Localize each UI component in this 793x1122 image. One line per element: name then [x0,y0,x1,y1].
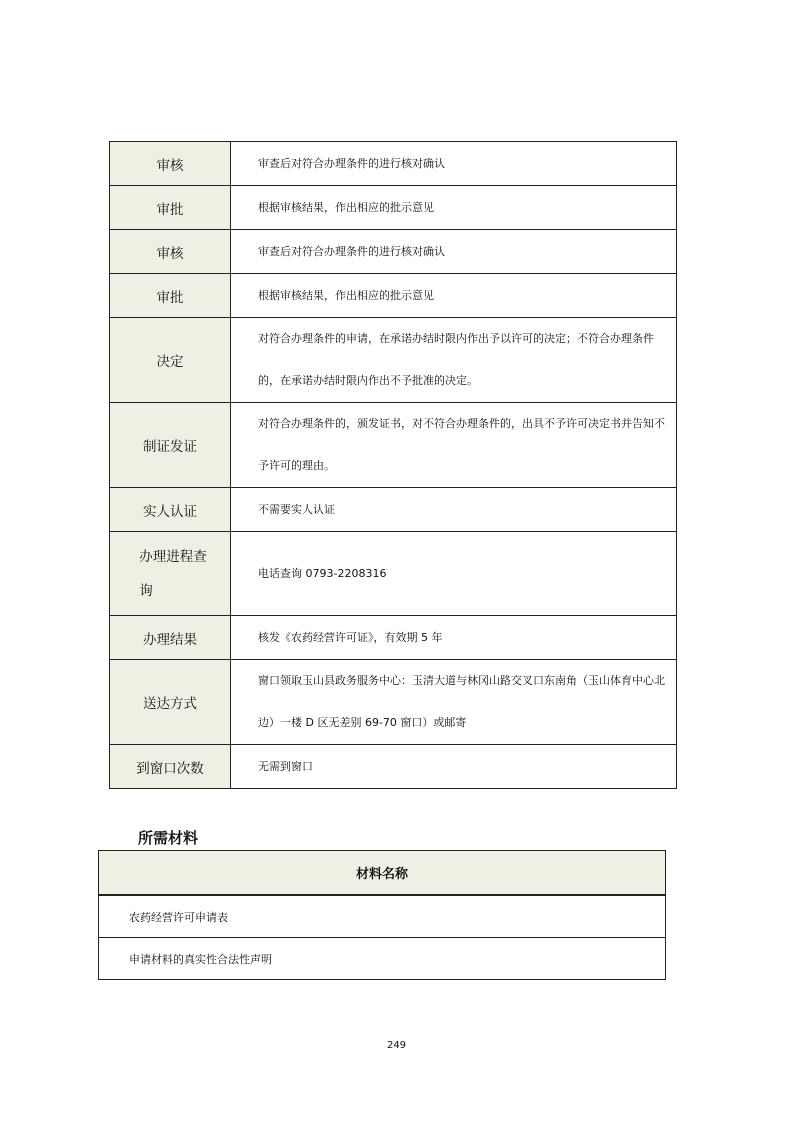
row-label: 实人认证 [110,488,231,532]
table-row [110,318,677,403]
row-value: 对符合办理条件的，颁发证书，对不符合办理条件的，出具不予许可决定书并告知不予许可的理由。 [231,403,677,488]
table-row [110,532,677,616]
table-row [110,745,677,789]
table-row [110,660,677,745]
row-value: 对符合办理条件的申请，在承诺办结时限内作出予以许可的决定；不符合办理条件的，在承诺办结时限内作出不予批准的决定。 [231,318,677,403]
table-row [110,142,677,186]
material-item: 申请材料的真实性合法性声明 [99,938,666,980]
table-row [110,403,677,488]
row-label-stack [133,540,207,608]
section-title: 所需材料 [138,829,199,847]
row-label: 审批 [110,186,231,230]
table-row [110,616,677,660]
row-label-line: 办理进程查 [139,548,207,565]
row-value: 审查后对符合办理条件的进行核对确认 [231,230,677,274]
row-label: 决定 [110,318,231,403]
row-label: 审核 [110,230,231,274]
row-label: 审核 [110,142,231,186]
column-header: 材料名称 [99,851,666,896]
process-table [109,141,677,789]
row-value: 不需要实人认证 [231,488,677,532]
row-label: 办理结果 [110,616,231,660]
row-label: 到窗口次数 [110,745,231,789]
table-row [110,274,677,318]
table-row [110,230,677,274]
table-row [99,938,666,980]
row-value: 核发《农药经营许可证》，有效期 5 年 [231,616,677,660]
row-label: 审批 [110,274,231,318]
material-item: 农药经营许可申请表 [99,895,666,938]
page-number: 249 [386,1040,407,1051]
row-value: 根据审核结果，作出相应的批示意见 [231,186,677,230]
row-label: 送达方式 [110,660,231,745]
row-value: 审查后对符合办理条件的进行核对确认 [231,142,677,186]
row-value: 电话查询 0793-2208316 [231,532,677,616]
table-row [110,488,677,532]
row-value: 窗口领取玉山县政务服务中心：玉清大道与林冈山路交叉口东南角（玉山体育中心北边）一楼 D 区无差别 69-70 窗口）或邮寄 [231,660,677,745]
materials-table [98,850,666,980]
row-label [110,532,231,616]
row-label: 制证发证 [110,403,231,488]
row-value: 根据审核结果，作出相应的批示意见 [231,274,677,318]
table-row [99,895,666,938]
table-header-row [99,851,666,896]
row-value: 无需到窗口 [231,745,677,789]
row-label-line: 询 [139,582,153,599]
table-row [110,186,677,230]
